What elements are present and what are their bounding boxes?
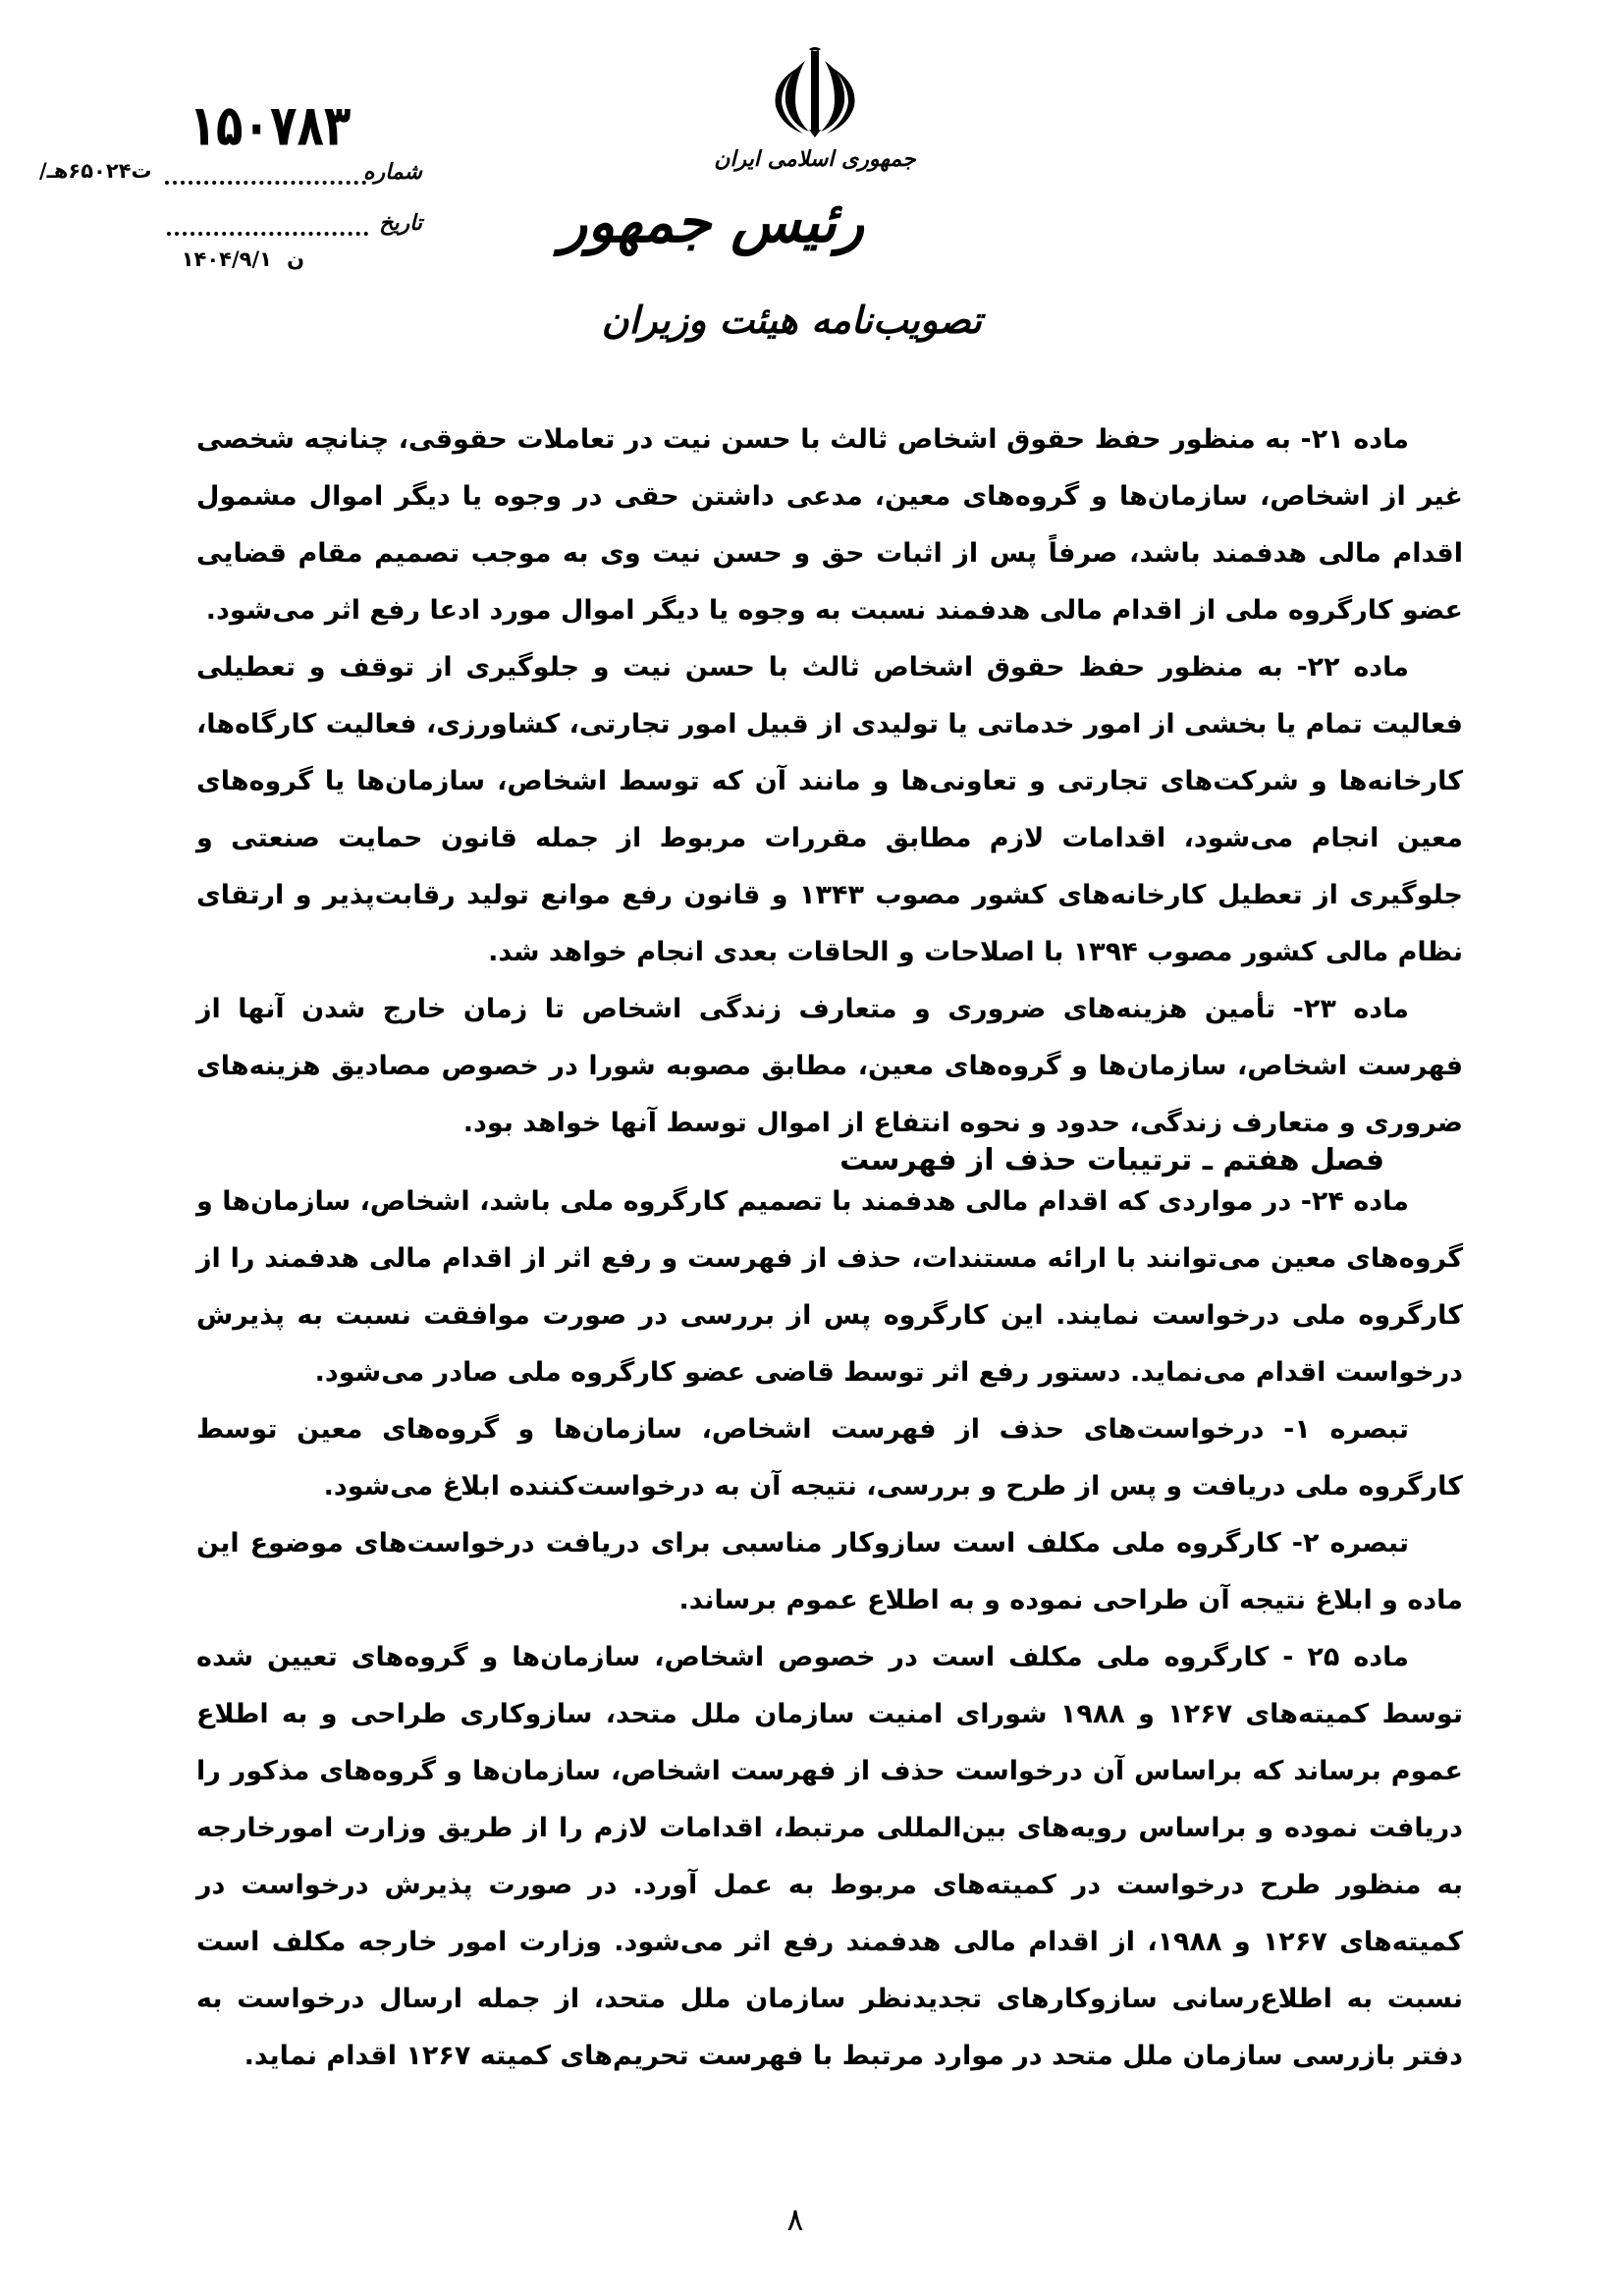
date-value: ۱۴۰۴/۹/۱ xyxy=(181,247,272,271)
note-label: تبصره ۲- xyxy=(1291,1528,1409,1558)
article-label: ماده ۲۳- xyxy=(1292,994,1409,1024)
article-label: ماده ۲۵ - xyxy=(1282,1642,1409,1672)
number-field xyxy=(39,157,432,192)
note-2 xyxy=(196,1515,1463,1629)
note-label: تبصره ۱- xyxy=(1283,1414,1409,1445)
iran-emblem-icon xyxy=(766,43,864,141)
article-25 xyxy=(196,1629,1463,2085)
article-23 xyxy=(196,981,1463,1152)
article-21 xyxy=(196,411,1463,639)
registration-number: ۱۵۰۷۸۳ xyxy=(189,92,352,159)
number-dotted-line xyxy=(165,181,366,185)
chapter-heading: فصل هفتم ـ ترتیبات حذف از فهرست xyxy=(839,1143,1384,1177)
note-text: درخواست‌های حذف از فهرست اشخاص، سازمان‌ها و گروه‌های معین توسط کارگروه ملی دریافت و پس از طرح و بررسی، نتیجه آن به درخواست‌کننده ابلاغ می‌شود. xyxy=(196,1414,1463,1502)
note-1 xyxy=(196,1401,1463,1515)
date-value-row xyxy=(137,247,304,271)
article-22 xyxy=(196,639,1463,981)
article-text: به منظور حفظ حقوق اشخاص ثالث با حسن نیت در تعاملات حقوقی، چنانچه شخصی غیر از اشخاص، سازمان‌ها و گروه‌های معین، مدعی داشتن حقی در وجوه یا دیگر اموال مشمول اقدام مالی هدفمند باشد، صرفاً پس از اثبات حق و حسن نیت وی به موجب تصمیم مقام قضایی عضو کارگروه ملی از اقدام مالی هدفمند نسبت به وجوه یا دیگر اموال مورد ادعا رفع اثر می‌شود. xyxy=(196,424,1463,626)
article-text: کارگروه ملی مکلف است در خصوص اشخاص، سازمان‌ها و گروه‌های تعیین شده توسط کمیته‌های ۱۲۶۷ و ۱۹۸۸ شورای امنیت سازمان ملل متحد، سازوکاری طراحی و به اطلاع عموم برساند که براساس آن درخواست حذف از فهرست اشخاص، سازمان‌ها و گروه‌های مذکور را دریافت نموده و براساس رویه‌های بین‌المللی مرتبط، اقدامات لازم را از طریق وزارت امورخارجه به منظور طرح درخواست در کمیته‌های مربوط به عمل آورد. در صورت پذیرش درخواست در کمیته‌های ۱۲۶۷ و ۱۹۸۸، از اقدام مالی هدفمند رفع اثر می‌شود. وزارت امور خارجه مکلف است نسبت به اطلاع‌رسانی سازوکارهای تجدیدنظر سازمان ملل متحد، از جمله ارسال درخواست به دفتر بازرسی سازمان ملل متحد در موارد مرتبط با فهرست تحریم‌های کمیته ۱۲۶۷ اقدام نماید. xyxy=(196,1642,1463,2071)
document-type: تصویب‌نامه هیئت وزیران xyxy=(601,298,982,342)
article-text: در مواردی که اقدام مالی هدفمند با تصمیم کارگروه ملی باشد، اشخاص، سازمان‌ها و گروه‌های معین می‌توانند با ارائه مستندات، حذف از فهرست و رفع اثر از اقدام مالی هدفمند را از کارگروه ملی درخواست نمایند. این کارگروه پس از بررسی در صورت موافقت نسبت به پذیرش درخواست اقدام می‌نماید. دستور رفع اثر توسط قاضی عضو کارگروه ملی صادر می‌شود. xyxy=(196,1186,1463,1388)
date-label: تاریخ xyxy=(379,210,422,236)
note-text: کارگروه ملی مکلف است سازوکار مناسبی برای دریافت درخواست‌های موضوع این ماده و ابلاغ نتیجه آن طراحی نموده و به اطلاع عموم برساند. xyxy=(196,1528,1463,1615)
article-label: ماده ۲۱- xyxy=(1300,424,1409,455)
article-label: ماده ۲۲- xyxy=(1296,652,1409,683)
date-suffix: ن xyxy=(287,247,304,271)
article-label: ماده ۲۴- xyxy=(1300,1186,1409,1217)
number-label: شماره xyxy=(362,159,422,185)
article-text: تأمین هزینه‌های ضروری و متعارف زندگی اشخاص تا زمان خارج شدن آنها از فهرست اشخاص، سازمان‌ها و گروه‌های معین، مطابق مصوبه شورا در خصوص مصادیق هزینه‌های ضروری و متعارف زندگی، حدود و نحوه انتفاع از اموال توسط آنها خواهد بود. xyxy=(196,994,1463,1138)
number-value: ت۶۵۰۲۴هـ/ xyxy=(39,159,152,183)
article-24 xyxy=(196,1174,1463,1401)
office-title: رئیس جمهور xyxy=(560,189,864,255)
country-name: جمهوری اسلامی ایران xyxy=(714,146,916,172)
article-text: به منظور حفظ حقوق اشخاص ثالث با حسن نیت و جلوگیری از توقف و تعطیلی فعالیت تمام یا بخشی از امور خدماتی یا تولیدی از قبیل امور تجارتی، کشاورزی، فعالیت کارگاه‌ها، کارخانه‌ها و شرکت‌های تجارتی و تعاونی‌ها و مانند آن که توسط اشخاص، سازمان‌ها یا گروه‌های معین انجام می‌شود، اقدامات لازم مطابق مقررات مربوط از جمله قانون حمایت صنعتی و جلوگیری از تعطیل کارخانه‌های کشور مصوب ۱۳۴۳ و قانون رفع موانع تولید رقابت‌پذیر و ارتقای نظام مالی کشور مصوب ۱۳۹۴ با اصلاحات و الحاقات بعدی انجام خواهد شد. xyxy=(196,652,1463,967)
document-body xyxy=(196,411,1463,2085)
date-dotted-line xyxy=(167,232,368,236)
date-field xyxy=(39,204,432,283)
page-number: ۸ xyxy=(786,2201,804,2238)
